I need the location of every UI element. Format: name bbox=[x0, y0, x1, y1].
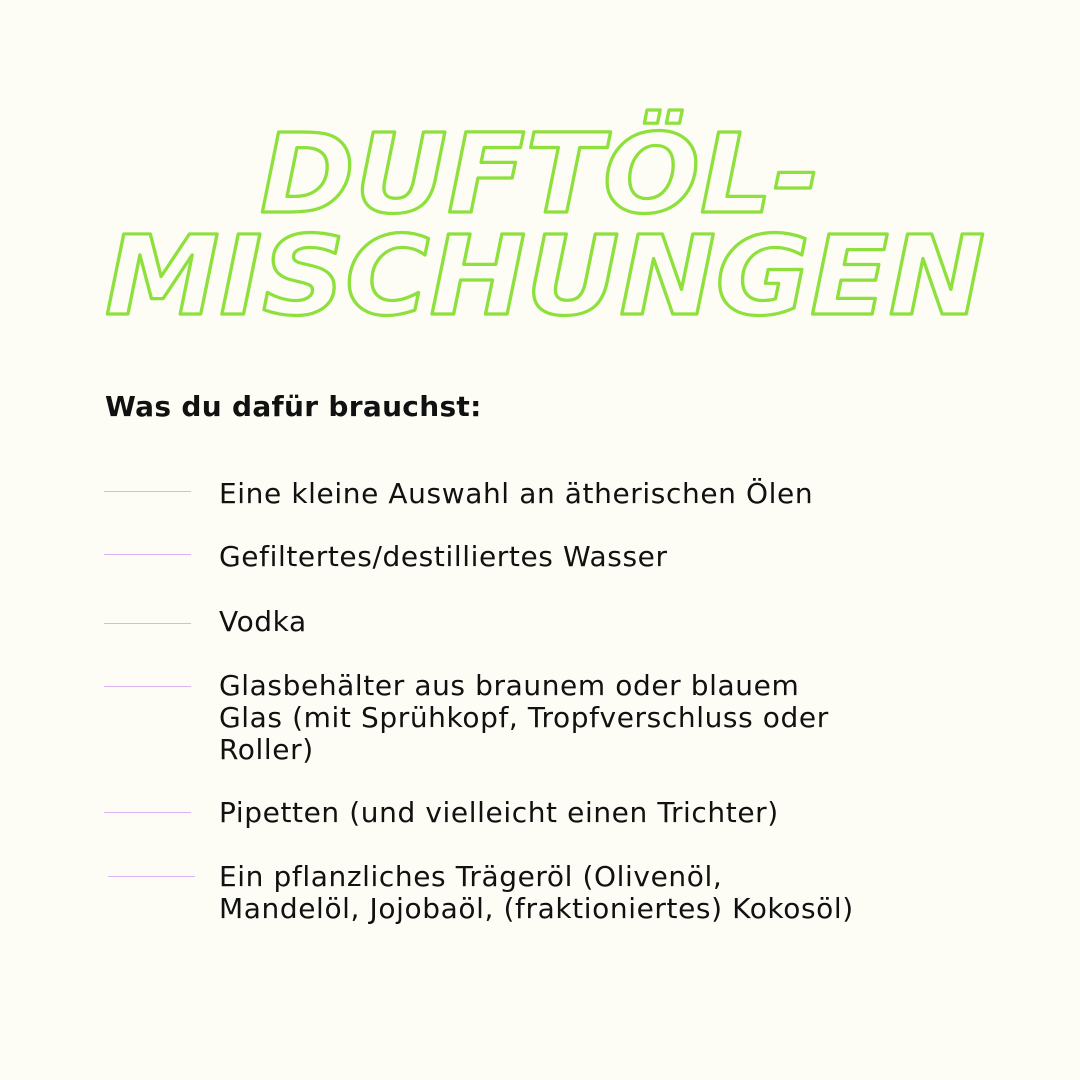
list-dash bbox=[104, 491, 191, 492]
list-item-text: Eine kleine Auswahl an ätherischen Ölen bbox=[219, 477, 814, 510]
list-item-text: Gefiltertes/destilliertes Wasser bbox=[219, 540, 668, 573]
list-dash bbox=[108, 876, 195, 877]
list-dash bbox=[104, 554, 191, 555]
list-item-text: Glasbehälter aus braunem oder blauem Glas (mit Sprühkopf, Tropfverschluss oder Roller) bbox=[219, 669, 829, 766]
list-item-text: Pipetten (und vielleicht einen Trichter) bbox=[219, 796, 779, 829]
list-dash bbox=[104, 686, 191, 687]
list-item-text: Vodka bbox=[219, 605, 307, 638]
title-line-2: MISCHUNGEN bbox=[105, 212, 986, 340]
title-line-1: DUFTÖL- bbox=[260, 110, 801, 238]
list-dash bbox=[104, 812, 191, 813]
list-dash bbox=[104, 623, 191, 624]
subtitle: Was du dafür brauchst: bbox=[105, 390, 482, 423]
list-item-text: Ein pflanzliches Trägeröl (Olivenöl, Mandelöl, Jojobaöl, (fraktioniertes) Kokosöl) bbox=[219, 860, 854, 925]
title-graphic bbox=[0, 0, 1080, 340]
